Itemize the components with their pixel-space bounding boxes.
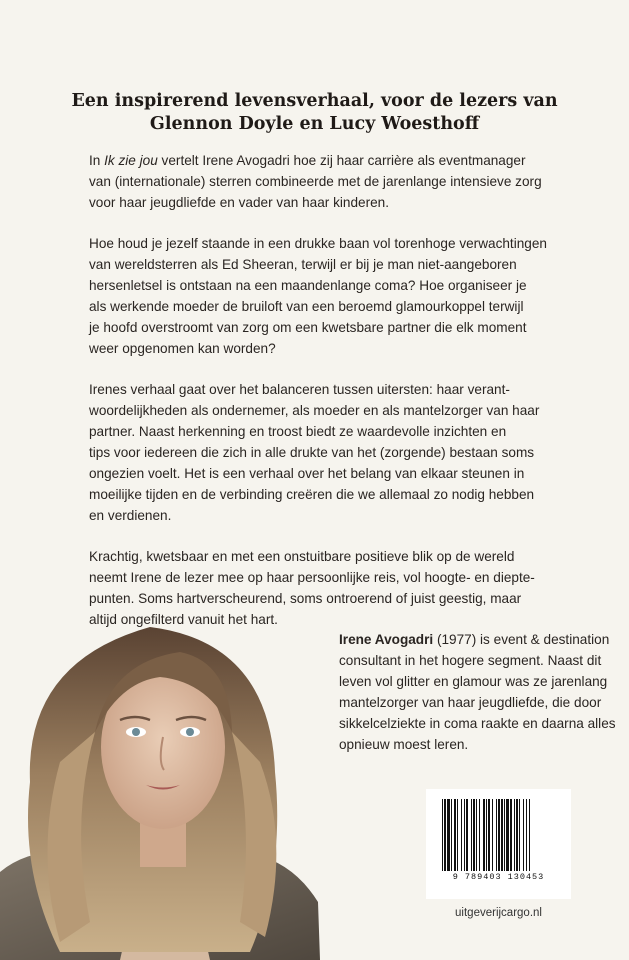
headline-line-2: Glennon Doyle en Lucy Woesthoff: [149, 114, 480, 134]
barcode-bar: [442, 799, 443, 871]
barcode-bar: [483, 799, 485, 871]
blurb-line: je hoofd overstroomt van zorg om een kwetsbare partner die elk moment: [89, 320, 527, 335]
barcode-bar: [501, 799, 503, 871]
barcode-bar: [473, 799, 475, 871]
barcode-bar: [488, 799, 490, 871]
blurb-line: In Ik zie jou vertelt Irene Avogadri hoe zij haar carrière als eventmanager: [89, 153, 526, 168]
barcode-bar: [516, 799, 518, 871]
blurb-line: Hoe houd je jezelf staande in een drukke baan vol torenhoge verwachtingen: [89, 236, 547, 251]
barcode-bar: [457, 799, 458, 871]
barcode-bar: [504, 799, 505, 871]
blurb-line: Krachtig, kwetsbaar en met een onstuitbare positieve blik op de wereld: [89, 549, 515, 564]
blurb-line: partner. Naast herkenning en troost biedt ze waardevolle inzichten en: [89, 424, 507, 439]
blurb-line: hersenletsel is ontstaan na een maandenlange coma? Hoe organiseer je: [89, 278, 527, 293]
barcode-bar: [451, 799, 452, 871]
blurb-line: ongezien voelt. Het is een verhaal over het belang van elkaar steunen in: [89, 466, 525, 481]
barcode-bar: [523, 799, 524, 871]
blurb-text: [89, 150, 549, 650]
author-bio-line: mantelzorger van haar jeugdliefde, die door: [339, 695, 602, 710]
barcode-bar: [479, 799, 480, 871]
blurb-line: van (internationale) sterren combineerde met de jarenlange intensieve zorg: [89, 174, 542, 189]
barcode-bar: [510, 799, 512, 871]
blurb-line: van wereldsterren als Ed Sheeran, terwijl er bij je man niet-aangeboren: [89, 257, 517, 272]
book-title: Ik zie jou: [104, 153, 158, 168]
barcode-bar: [529, 799, 530, 871]
barcode-bar: [514, 799, 515, 871]
publisher-url: uitgeverijcargo.nl: [455, 907, 542, 919]
back-cover-headline: [40, 90, 589, 136]
blurb-line: altijd ongefilterd vanuit het hart.: [89, 612, 278, 627]
barcode-bar: [464, 799, 465, 871]
author-bio: [339, 629, 616, 755]
blurb-line: en verdienen.: [89, 508, 172, 523]
barcode-bars: [442, 799, 555, 871]
barcode-bar: [526, 799, 527, 871]
author-name: Irene Avogadri: [339, 632, 434, 647]
author-bio-line: Irene Avogadri (1977) is event & destination: [339, 632, 610, 647]
barcode-bar: [454, 799, 456, 871]
author-bio-line: leven vol glitter en glamour was ze jarenlang: [339, 674, 608, 689]
blurb-paragraph-3: [89, 379, 549, 526]
barcode-bar: [496, 799, 497, 871]
barcode-bar: [471, 799, 472, 871]
barcode-bar: [466, 799, 468, 871]
blurb-paragraph-1: [89, 150, 549, 213]
blurb-line: weer opgenomen kan worden?: [89, 341, 276, 356]
author-portrait: [0, 622, 320, 960]
isbn-digits: 9 789403 130453: [452, 872, 545, 882]
blurb-line: voor haar jeugdliefde en vader van haar kinderen.: [89, 195, 390, 210]
blurb-line: punten. Soms hartverscheurend, soms ontroerend of juist geestig, maar: [89, 591, 522, 606]
blurb-paragraph-4: [89, 546, 549, 630]
barcode-bar: [498, 799, 500, 871]
barcode-bar: [492, 799, 493, 871]
isbn-barcode: [426, 789, 571, 899]
blurb-line: als werkende moeder de bruiloft van een beroemd glamourkoppel terwijl: [89, 299, 524, 314]
blurb-line: moeilijke tijden en de verbinding creëren die we allemaal zo nodig hebben: [89, 487, 535, 502]
blurb-line: Irenes verhaal gaat over het balanceren tussen uitersten: haar verant-: [89, 382, 510, 397]
barcode-bar: [447, 799, 450, 871]
barcode-bar: [506, 799, 509, 871]
barcode-bar: [476, 799, 477, 871]
author-bio-line: consultant in het hogere segment. Naast dit: [339, 653, 602, 668]
blurb-line: neemt Irene de lezer mee op haar persoonlijke reis, vol hoogte- en diepte-: [89, 570, 535, 585]
barcode-bar: [486, 799, 487, 871]
blurb-line: tips voor iedereen die zich in alle drukte van het (zorgende) bestaan soms: [89, 445, 535, 460]
barcode-bar: [519, 799, 520, 871]
author-bio-line: opnieuw moest leren.: [339, 737, 469, 752]
blurb-line: woordelijkheden als ondernemer, als moeder en als mantelzorger van haar: [89, 403, 540, 418]
barcode-bar: [461, 799, 462, 871]
barcode-bar: [444, 799, 446, 871]
headline-line-1: Een inspirerend levensverhaal, voor de lezers van: [71, 91, 558, 111]
author-bio-line: sikkelcelziekte in coma raakte en daarna alles: [339, 716, 616, 731]
blurb-paragraph-2: [89, 233, 549, 359]
